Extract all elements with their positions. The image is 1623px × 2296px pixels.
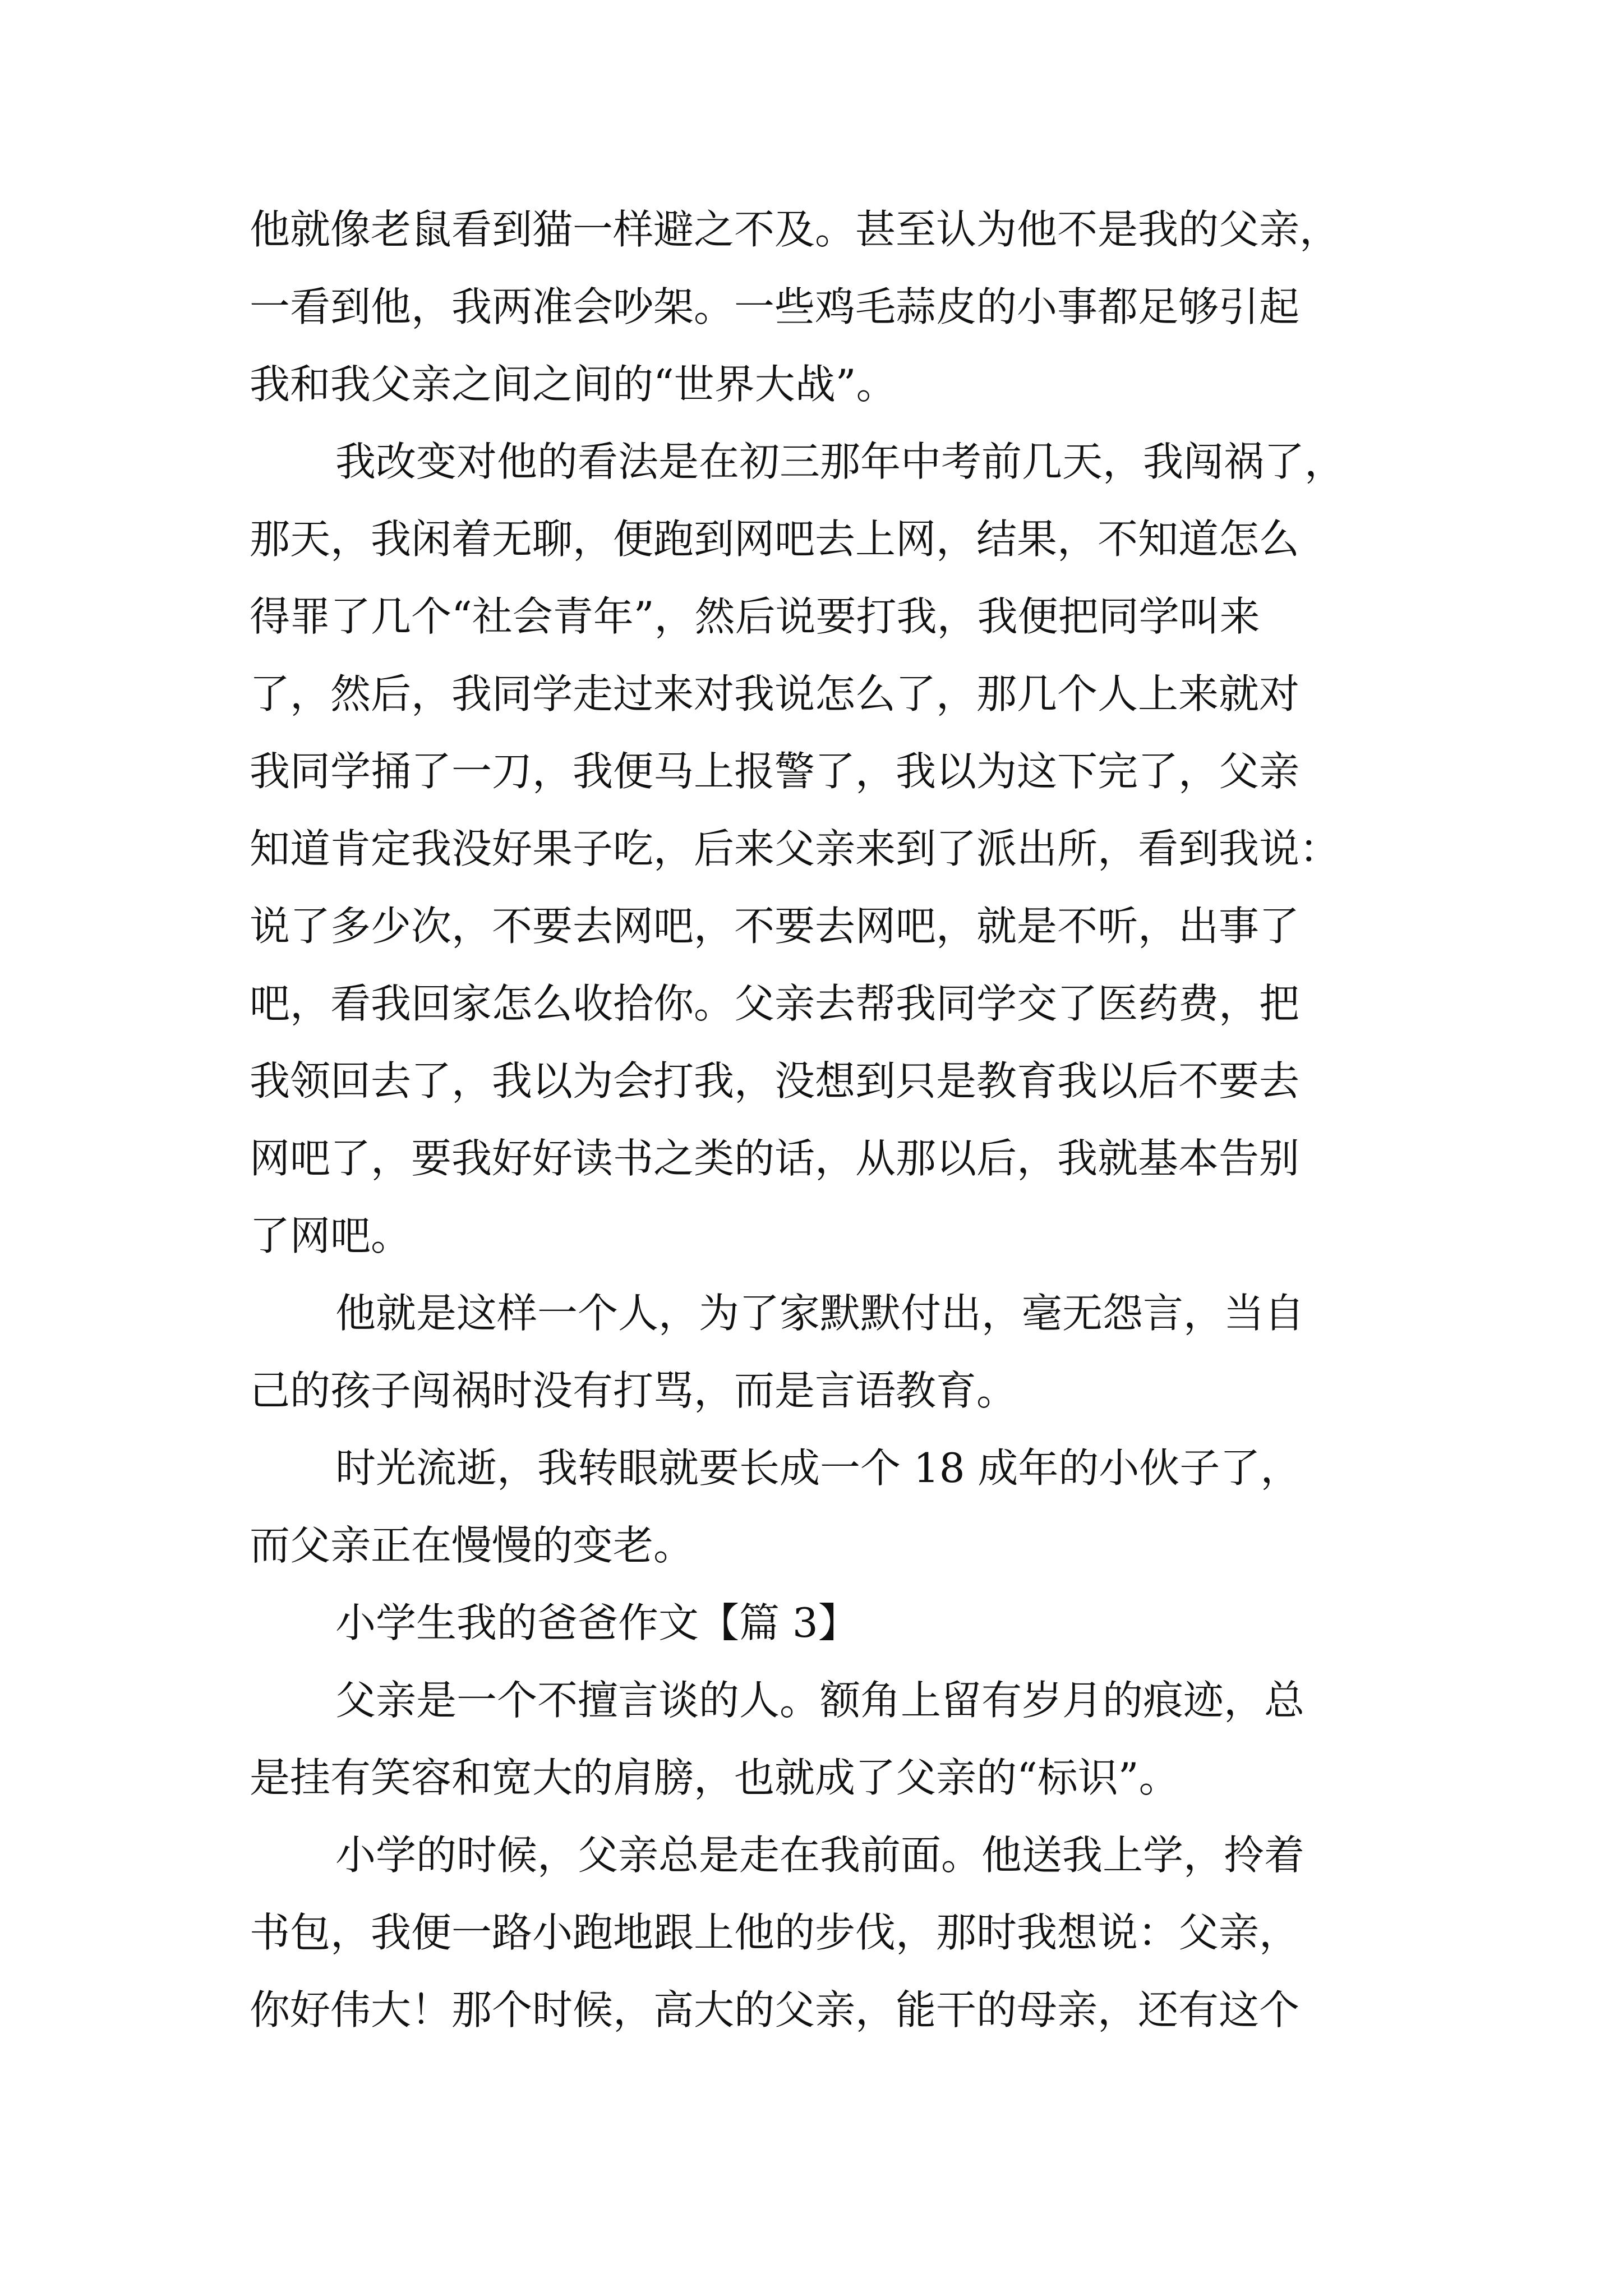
paragraph-start-line: 我改变对他的看法是在初三那年中考前几天，我闯祸了， [335, 438, 1345, 485]
text-line: 书包，我便一路小跑地跟上他的步伐，那时我想说：父亲， [250, 1909, 1300, 1956]
paragraph-start-line: 父亲是一个不擅言谈的人。额角上留有岁月的痕迹，总 [335, 1677, 1305, 1724]
text-line: 他就像老鼠看到猫一样避之不及。甚至认为他不是我的父亲， [250, 206, 1340, 253]
text-line: 吧，看我回家怎么收拾你。父亲去帮我同学交了医药费，把 [250, 980, 1300, 1027]
text-line: 我领回去了，我以为会打我，没想到只是教育我以后不要去 [250, 1057, 1300, 1105]
text-line: 那天，我闲着无聊，便跑到网吧去上网，结果，不知道怎么 [250, 516, 1300, 563]
paragraph-start-line: 他就是这样一个人，为了家默默付出，毫无怨言，当自 [335, 1290, 1305, 1337]
text-line: 知道肯定我没好果子吃，后来父亲来到了派出所，看到我说： [250, 825, 1340, 872]
text-line: 一看到他，我两准会吵架。一些鸡毛蒜皮的小事都足够引起 [250, 283, 1300, 330]
text-line: 得罪了几个“社会青年”，然后说要打我，我便把同学叫来 [250, 593, 1260, 640]
text-line: 你好伟大！那个时候，高大的父亲，能干的母亲，还有这个 [250, 1986, 1300, 2033]
text-line: 己的孩子闯祸时没有打骂，而是言语教育。 [250, 1367, 1017, 1414]
text-line: 我同学捅了一刀，我便马上报警了，我以为这下完了，父亲 [250, 748, 1300, 795]
section-heading: 小学生我的爸爸作文【篇 3】 [335, 1599, 859, 1646]
text-line: 说了多少次，不要去网吧，不要去网吧，就是不听，出事了 [250, 903, 1300, 950]
text-line: 了，然后，我同学走过来对我说怎么了，那几个人上来就对 [250, 670, 1300, 717]
text-line: 我和我父亲之间之间的“世界大战”。 [250, 361, 897, 408]
text-line: 网吧了，要我好好读书之类的话，从那以后，我就基本告别 [250, 1135, 1300, 1182]
text-line: 是挂有笑容和宽大的肩膀，也就成了父亲的“标识”。 [250, 1754, 1179, 1801]
text-line: 了网吧。 [250, 1212, 412, 1259]
paragraph-start-line: 小学的时候，父亲总是走在我前面。他送我上学，拎着 [335, 1832, 1305, 1879]
text-line: 而父亲正在慢慢的变老。 [250, 1522, 694, 1569]
paragraph-start-line: 时光流逝，我转眼就要长成一个 18 成年的小伙子了， [335, 1444, 1301, 1492]
